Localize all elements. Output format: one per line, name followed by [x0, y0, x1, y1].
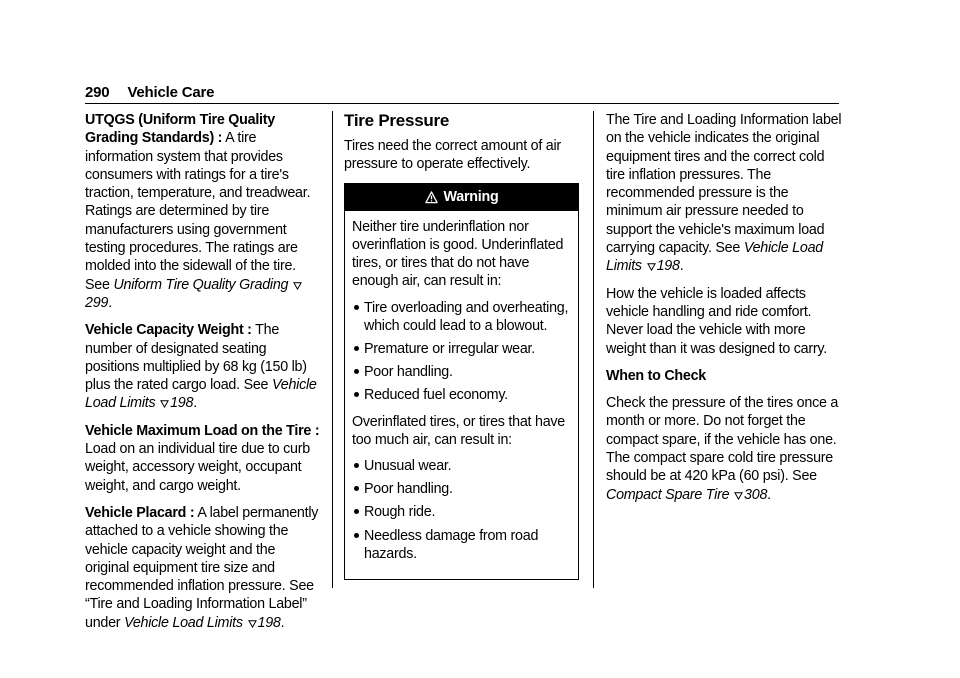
page-reference[interactable]: 198 [170, 395, 194, 412]
warning-header [345, 184, 578, 211]
list-item: Rough ride. [352, 503, 570, 521]
header-rule [85, 103, 839, 104]
warning-paragraph: Overinflated tires, or tires that have too much air, can result in: [352, 413, 565, 448]
definition-utqgs: UTQGS (Uniform Tire Quality Grading Standards) : A tire information system that provides consumers with ratings for a tire's traction, temperature, and treadwear. Ratings are determined by tire manufacturers using government testing procedures. The ratings are molded into the sidewall of the tire. See Uniform Tire Quality Grading 299. [85, 112, 311, 311]
cross-reference-link[interactable]: Compact Spare Tire [606, 486, 730, 503]
list-item: Tire overloading and overheating, which could lead to a blowout. [352, 299, 570, 336]
definition-text: A label permanently attached to a vehicle showing the vehicle capacity weight and the original equipment tire size and recommended inflation pressure. See “Tire and Loading Information Label” under [85, 504, 319, 631]
cross-reference-link[interactable]: Vehicle Load Limits [124, 614, 243, 631]
page-reference[interactable]: 198 [656, 258, 680, 275]
page-reference-icon [647, 262, 656, 271]
body-paragraph: How the vehicle is loaded affects vehicle handling and ride comfort. Never load the vehicle with more weight than it was designed to carry. [606, 285, 827, 357]
page-header [85, 84, 845, 101]
section-heading: Tire Pressure [344, 111, 450, 130]
list-item: Poor handling. [352, 480, 570, 498]
warning-box [344, 183, 579, 581]
cross-reference-link[interactable]: Vehicle Load Limits [85, 377, 317, 412]
warning-label: Warning [443, 188, 499, 205]
cross-reference-link[interactable]: Vehicle Load Limits [606, 240, 823, 275]
page-reference-icon [293, 281, 302, 290]
underinflation-list [352, 299, 570, 405]
column-divider [332, 111, 333, 588]
definition-vehicle-capacity-weight: Vehicle Capacity Weight : The number of designated seating positions multiplied by 68 kg (150 lb) plus the rated cargo load. See Vehicle Load Limits 198. [85, 322, 317, 412]
definition-text: A tire information system that provides consumers with ratings for a tire's traction, temperature, and treadwear. Ratings are determined by tire manufacturers using government testing procedures. The ratings are molded into the sidewall of the tire. See [85, 130, 311, 293]
page-reference-icon [248, 619, 257, 628]
column-middle [344, 111, 580, 580]
column-right [606, 111, 846, 513]
definition-term: Vehicle Maximum Load on the Tire : [85, 422, 320, 439]
column-left [85, 111, 321, 641]
page-reference-icon [160, 399, 169, 408]
definition-term: Vehicle Placard : [85, 504, 195, 521]
definition-text: Load on an individual tire due to curb weight, accessory weight, occupant weight, and cargo weight. [85, 441, 310, 494]
page-reference[interactable]: 308 [744, 486, 768, 503]
list-item: Unusual wear. [352, 457, 570, 475]
body-paragraph: Check the pressure of the tires once a month or more. Do not forget the compact spare, if the vehicle has one. The compact spare cold tire pressure should be at 420 kPa (60 psi). See Compact Spare Tire 308. [606, 395, 839, 503]
page-number: 290 [85, 84, 110, 101]
warning-body [345, 211, 578, 580]
body-paragraph: The Tire and Loading Information label on the vehicle indicates the original equipment tires and the correct cold tire inflation pressures. The recommended pressure is the minimum air pressure needed to support the vehicle's maximum load carrying capacity. See Vehicle Load Limits 198. [606, 112, 842, 275]
definition-vehicle-placard: Vehicle Placard : A label permanently attached to a vehicle showing the vehicle capacity weight and the original equipment tire size and recommended inflation pressure. See “Tire and Loading Information Label” under Vehicle Load Limits 198. [85, 504, 319, 631]
page-reference-icon [734, 491, 743, 500]
list-item: Reduced fuel economy. [352, 386, 570, 404]
subheading: When to Check [606, 367, 707, 384]
page-reference[interactable]: 198 [257, 614, 281, 631]
list-item: Needless damage from road hazards. [352, 527, 570, 564]
section-title-header: Vehicle Care [127, 84, 215, 101]
list-item: Premature or irregular wear. [352, 340, 570, 358]
definition-term: Vehicle Capacity Weight : [85, 322, 252, 339]
page-reference[interactable]: 299 [85, 294, 109, 311]
definition-vehicle-maximum-load [85, 422, 321, 495]
definition-text: The number of designated seating positions multiplied by 68 kg (150 lb) plus the rated cargo load. See [85, 322, 307, 394]
definition-term: UTQGS (Uniform Tire Quality Grading Standards) : [85, 112, 275, 147]
list-item: Poor handling. [352, 363, 570, 381]
intro-paragraph: Tires need the correct amount of air pressure to operate effectively. [344, 138, 561, 173]
overinflation-list [352, 457, 570, 563]
column-divider [593, 111, 594, 588]
cross-reference-link[interactable]: Uniform Tire Quality Grading [113, 276, 289, 293]
warning-paragraph: Neither tire underinflation nor overinflation is good. Underinflated tires, or tires that do not have enough air, can result in: [352, 218, 564, 290]
warning-icon [425, 191, 438, 204]
